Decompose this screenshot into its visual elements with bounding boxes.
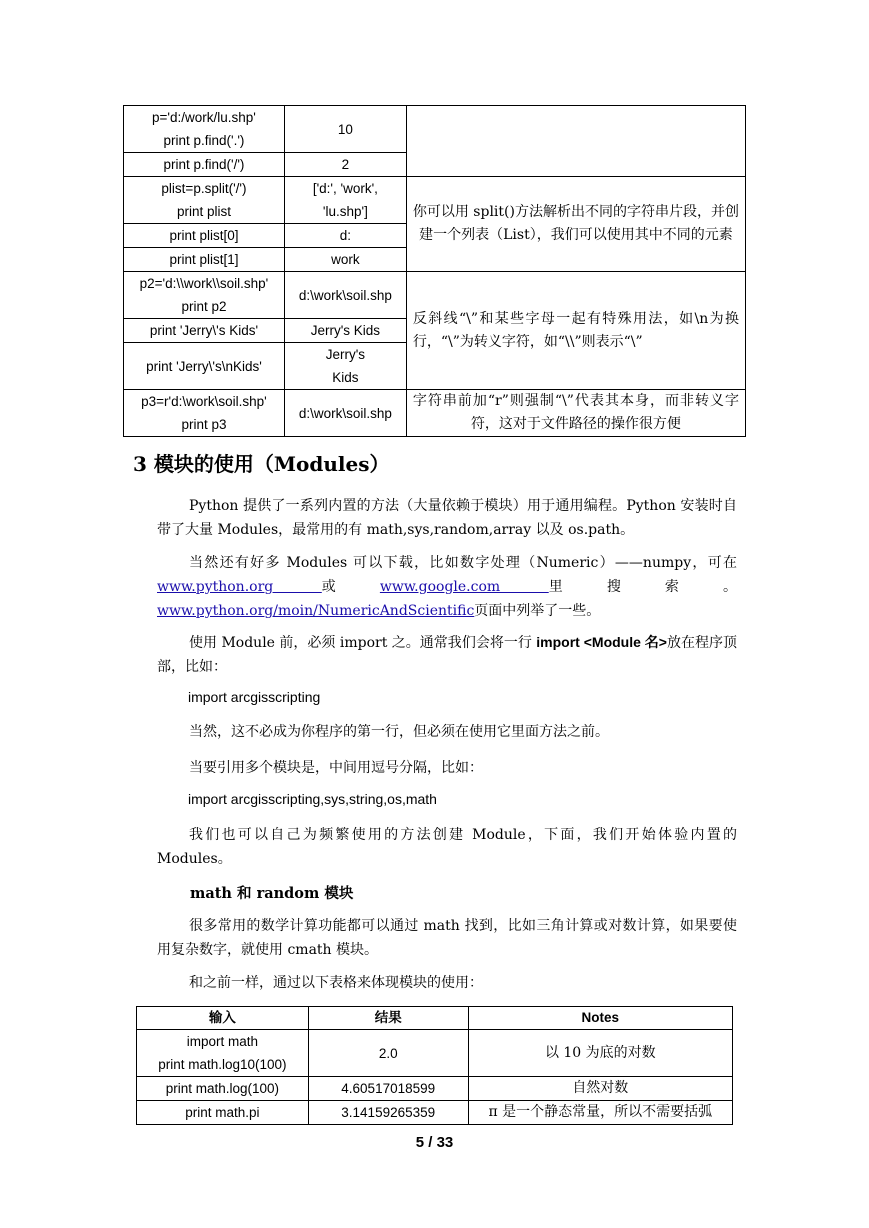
- column-header: 输入: [137, 1007, 309, 1030]
- table-header-row: [137, 1007, 733, 1030]
- input-cell: print math.log(100): [137, 1077, 309, 1101]
- note-split: 你可以用 split()方法解析出不同的字符串片段，并创建一个列表（List），我们可以使用其中不同的元素: [406, 177, 745, 272]
- paragraph-downloads: 当然还有好多 Modules 可以下载，比如数字处理（Numeric）——numpy，可在www.python.org 或www.google.com 里搜索。www.python.org/moin/NumericAndScientific页面中列举了一些。: [157, 555, 738, 619]
- result-cell: d:\work\soil.shp: [284, 390, 406, 437]
- table-row: [124, 106, 746, 153]
- code-import-arcgis: import arcgisscripting: [188, 689, 321, 705]
- paragraph-table-intro: 和之前一样，通过以下表格来体现模块的使用：: [189, 975, 483, 991]
- table-row: [137, 1077, 733, 1101]
- result-cell: 3.14159265359: [308, 1101, 468, 1125]
- result-cell: 2: [284, 153, 406, 177]
- result-cell: 4.60517018599: [308, 1077, 468, 1101]
- numeric-scientific-link[interactable]: www.python.org/moin/NumericAndScientific: [157, 603, 475, 619]
- code-cell: p3=r'd:\work\soil.shp' print p3: [124, 390, 285, 437]
- table-row: [124, 272, 746, 319]
- section-heading: 3 模块的使用（Modules）: [133, 452, 390, 476]
- code-cell: print 'Jerry\'s Kids': [124, 319, 285, 343]
- paragraph-not-first-line: 当然，这不必成为你程序的第一行，但必须在使用它里面方法之前。: [189, 724, 609, 740]
- result-cell: d:: [284, 224, 406, 248]
- result-cell: Jerry's Kids: [284, 343, 406, 390]
- note-escape: 反斜线“\”和某些字母一起有特殊用法，如\n为换行，“\”为转义字符，如“\\”则表示“\”: [406, 272, 745, 390]
- input-cell: import math print math.log10(100): [137, 1030, 309, 1077]
- code-import-multiple: import arcgisscripting,sys,string,os,math: [188, 791, 437, 807]
- page-number: 5 / 33: [415, 1134, 454, 1151]
- math-module-table: [136, 1006, 733, 1125]
- notes-cell: 以 10 为底的对数: [468, 1030, 732, 1077]
- notes-cell: 自然对数: [468, 1077, 732, 1101]
- table-row: [137, 1030, 733, 1077]
- python-org-link[interactable]: www.python.org: [157, 579, 322, 595]
- table-row: [124, 390, 746, 437]
- table-row: [137, 1101, 733, 1125]
- code-cell: p2='d:\\work\\soil.shp' print p2: [124, 272, 285, 319]
- paragraph-custom-modules: 我们也可以自己为频繁使用的方法创建 Module，下面，我们开始体验内置的Modules。: [157, 827, 737, 867]
- paragraph-math: 很多常用的数学计算功能都可以通过 math 找到，比如三角计算或对数计算，如果要使用复杂数字，就使用 cmath 模块。: [157, 918, 737, 958]
- column-header: Notes: [468, 1007, 732, 1030]
- input-cell: print math.pi: [137, 1101, 309, 1125]
- code-cell: p='d:/work/lu.shp' print p.find('.'): [124, 106, 285, 153]
- code-cell: print plist[0]: [124, 224, 285, 248]
- code-cell: print plist[1]: [124, 248, 285, 272]
- string-methods-table: [123, 105, 746, 437]
- result-cell: 10: [284, 106, 406, 153]
- code-cell: print p.find('/'): [124, 153, 285, 177]
- subheading-math-random: math 和 random 模块: [190, 885, 354, 902]
- notes-cell: π 是一个静态常量，所以不需要括弧: [468, 1101, 732, 1125]
- table-row: [124, 177, 746, 224]
- column-header: 结果: [308, 1007, 468, 1030]
- code-cell: plist=p.split('/') print plist: [124, 177, 285, 224]
- note-raw: 字符串前加“r”则强制“\”代表其本身，而非转义字符，这对于文件路径的操作很方便: [406, 390, 745, 437]
- paragraph-intro: Python 提供了一系列内置的方法（大量依赖于模块）用于通用编程。Python 安装时自带了大量 Modules，最常用的有 math,sys,random,array 以及 os.path。: [157, 498, 737, 538]
- result-cell: ['d:', 'work', 'lu.shp']: [284, 177, 406, 224]
- paragraph-multiple-modules: 当要引用多个模块是，中间用逗号分隔，比如：: [189, 760, 483, 776]
- result-cell: d:\work\soil.shp: [284, 272, 406, 319]
- paragraph-import: 使用 Module 前，必须 import 之。通常我们会将一行 import <Module 名>放在程序顶部，比如：: [157, 634, 738, 675]
- google-link[interactable]: www.google.com: [379, 579, 549, 595]
- note-cell-empty: [406, 106, 745, 177]
- code-cell: print 'Jerry\'s\nKids': [124, 343, 285, 390]
- result-cell: 2.0: [308, 1030, 468, 1077]
- result-cell: Jerry's Kids: [284, 319, 406, 343]
- result-cell: work: [284, 248, 406, 272]
